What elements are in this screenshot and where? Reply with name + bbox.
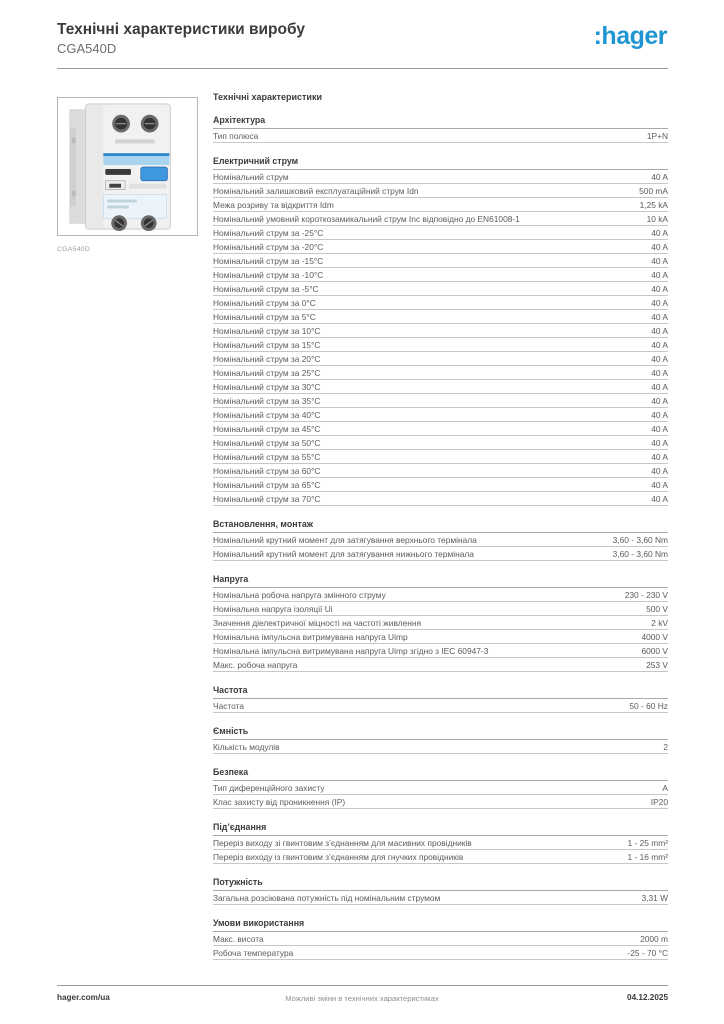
spec-label: Номінальний крутний момент для затягування верхнього термінала bbox=[213, 534, 477, 545]
spec-value: 40 A bbox=[651, 353, 668, 364]
spec-value: 2 kV bbox=[651, 617, 668, 628]
spec-row bbox=[213, 795, 668, 809]
spec-row bbox=[213, 254, 668, 268]
spec-row bbox=[213, 850, 668, 864]
footer-website: hager.com/ua bbox=[57, 993, 110, 1002]
spec-row bbox=[213, 644, 668, 658]
spec-row bbox=[213, 129, 668, 143]
spec-row bbox=[213, 408, 668, 422]
spec-label: Номінальний струм bbox=[213, 171, 289, 182]
spec-value: 40 A bbox=[651, 283, 668, 294]
spec-section bbox=[213, 822, 668, 864]
header-divider bbox=[57, 68, 668, 69]
spec-value: 500 V bbox=[646, 603, 668, 614]
spec-value: 1 - 16 mm² bbox=[627, 851, 668, 862]
spec-section bbox=[213, 156, 668, 506]
spec-value: 40 A bbox=[651, 269, 668, 280]
spec-label: Номінальний струм за 35°C bbox=[213, 395, 321, 406]
spec-row bbox=[213, 946, 668, 960]
spec-table-heading: Технічні характеристики bbox=[213, 92, 322, 102]
spec-value: 40 A bbox=[651, 381, 668, 392]
spec-value: 500 mA bbox=[639, 185, 668, 196]
spec-row bbox=[213, 836, 668, 850]
spec-row bbox=[213, 478, 668, 492]
spec-label: Номінальний струм за 70°C bbox=[213, 493, 321, 504]
spec-row bbox=[213, 184, 668, 198]
spec-row bbox=[213, 436, 668, 450]
spec-row bbox=[213, 547, 668, 561]
spec-label: Переріз виходу зі гвинтовим з’єднанням для масивних провідників bbox=[213, 837, 472, 848]
spec-value: 40 A bbox=[651, 325, 668, 336]
spec-section bbox=[213, 685, 668, 713]
section-title: Встановлення, монтаж bbox=[213, 519, 668, 533]
spec-row bbox=[213, 422, 668, 436]
spec-label: Загальна розсіювана потужність під номінальним струмом bbox=[213, 892, 441, 903]
spec-label: Межа розриву та відкриття Idm bbox=[213, 199, 334, 210]
spec-label: Номінальний крутний момент для затягування нижнього термінала bbox=[213, 548, 474, 559]
footer-date: 04.12.2025 bbox=[627, 993, 668, 1002]
spec-row bbox=[213, 226, 668, 240]
spec-value: 40 A bbox=[651, 255, 668, 266]
breaker-toggle bbox=[141, 167, 168, 181]
spec-table bbox=[213, 92, 668, 960]
spec-value: 40 A bbox=[651, 171, 668, 182]
spec-value: 40 A bbox=[651, 311, 668, 322]
spec-value: 1 - 25 mm² bbox=[627, 837, 668, 848]
spec-row bbox=[213, 492, 668, 506]
spec-section bbox=[213, 918, 668, 960]
spec-label: Частота bbox=[213, 700, 245, 711]
spec-label: Номінальний струм за 50°C bbox=[213, 437, 321, 448]
spec-row bbox=[213, 394, 668, 408]
spec-row bbox=[213, 324, 668, 338]
spec-label: Макс. робоча напруга bbox=[213, 659, 298, 670]
spec-label: Номінальний струм за -15°C bbox=[213, 255, 324, 266]
spec-label: Номінальний струм за -25°C bbox=[213, 227, 324, 238]
spec-label: Номінальний струм за 20°C bbox=[213, 353, 321, 364]
spec-label: Значення діелектричної міцності на частоті живлення bbox=[213, 617, 422, 628]
spec-value: 40 A bbox=[651, 409, 668, 420]
spec-value: 253 V bbox=[646, 659, 668, 670]
spec-label: Номінальний струм за 0°C bbox=[213, 297, 316, 308]
spec-label: Номінальна напруга ізоляції Ui bbox=[213, 603, 333, 614]
spec-label: Номінальний струм за 10°C bbox=[213, 325, 321, 336]
spec-value: 6000 V bbox=[641, 645, 668, 656]
spec-row bbox=[213, 282, 668, 296]
spec-row bbox=[213, 212, 668, 226]
spec-label: Переріз виходу із гвинтовим з’єднанням для гнучких провідників bbox=[213, 851, 464, 862]
spec-row bbox=[213, 616, 668, 630]
spec-value: -25 - 70 °C bbox=[627, 947, 668, 958]
spec-label: Номінальна імпульсна витримувана напруга Uimp bbox=[213, 631, 408, 642]
spec-value: 40 A bbox=[651, 339, 668, 350]
spec-section bbox=[213, 519, 668, 561]
spec-row bbox=[213, 170, 668, 184]
spec-label: Номінальний струм за 5°C bbox=[213, 311, 316, 322]
spec-value: A bbox=[662, 782, 668, 793]
spec-label: Номінальний струм за 45°C bbox=[213, 423, 321, 434]
spec-value: 2000 m bbox=[640, 933, 668, 944]
rcbo-product-image bbox=[58, 98, 197, 235]
spec-row bbox=[213, 338, 668, 352]
spec-value: 2 bbox=[663, 741, 668, 752]
spec-value: 40 A bbox=[651, 465, 668, 476]
spec-row bbox=[213, 533, 668, 547]
spec-label: Номінальний струм за 65°C bbox=[213, 479, 321, 490]
section-title: Архітектура bbox=[213, 115, 668, 129]
spec-label: Номінальний струм за 30°C bbox=[213, 381, 321, 392]
product-image-frame bbox=[57, 97, 198, 236]
spec-row bbox=[213, 630, 668, 644]
product-code: CGA540D bbox=[57, 41, 117, 56]
product-image-caption: CGA540D bbox=[57, 246, 91, 253]
section-title: Безпека bbox=[213, 767, 668, 781]
spec-label: Тип полюса bbox=[213, 130, 259, 141]
spec-value: 10 kA bbox=[646, 213, 668, 224]
spec-value: 40 A bbox=[651, 493, 668, 504]
spec-row bbox=[213, 268, 668, 282]
spec-section bbox=[213, 726, 668, 754]
spec-value: 3,60 - 3,60 Nm bbox=[612, 534, 668, 545]
spec-value: 40 A bbox=[651, 227, 668, 238]
spec-row bbox=[213, 380, 668, 394]
spec-row bbox=[213, 450, 668, 464]
spec-row bbox=[213, 602, 668, 616]
spec-row bbox=[213, 588, 668, 602]
section-title: Частота bbox=[213, 685, 668, 699]
spec-label: Робоча температура bbox=[213, 947, 294, 958]
spec-row bbox=[213, 296, 668, 310]
spec-value: 40 A bbox=[651, 479, 668, 490]
spec-value: 50 - 60 Hz bbox=[629, 700, 668, 711]
spec-value: 4000 V bbox=[641, 631, 668, 642]
spec-label: Номінальний струм за 40°C bbox=[213, 409, 321, 420]
spec-row bbox=[213, 352, 668, 366]
section-title: Електричний струм bbox=[213, 156, 668, 170]
spec-label: Клас захисту від проникнення (IP) bbox=[213, 796, 346, 807]
spec-row bbox=[213, 366, 668, 380]
spec-value: 40 A bbox=[651, 423, 668, 434]
section-title: Ємність bbox=[213, 726, 668, 740]
spec-value: 40 A bbox=[651, 297, 668, 308]
spec-value: 40 A bbox=[651, 437, 668, 448]
spec-value: 1P+N bbox=[646, 130, 668, 141]
spec-value: IP20 bbox=[650, 796, 668, 807]
spec-value: 40 A bbox=[651, 395, 668, 406]
spec-row bbox=[213, 198, 668, 212]
spec-row bbox=[213, 464, 668, 478]
spec-label: Номінальний струм за -20°C bbox=[213, 241, 324, 252]
spec-row bbox=[213, 310, 668, 324]
spec-value: 230 - 230 V bbox=[624, 589, 668, 600]
spec-label: Номінальний струм за 60°C bbox=[213, 465, 321, 476]
spec-row bbox=[213, 891, 668, 905]
hager-logo: :hager bbox=[593, 22, 667, 50]
spec-row bbox=[213, 781, 668, 795]
section-title: Напруга bbox=[213, 574, 668, 588]
spec-row bbox=[213, 658, 668, 672]
spec-value: 40 A bbox=[651, 367, 668, 378]
spec-row bbox=[213, 740, 668, 754]
spec-row bbox=[213, 932, 668, 946]
spec-section bbox=[213, 115, 668, 143]
spec-label: Номінальний струм за 55°C bbox=[213, 451, 321, 462]
spec-label: Номінальна імпульсна витримувана напруга Uimp згідно з IEC 60947-3 bbox=[213, 645, 489, 656]
spec-sections bbox=[213, 115, 668, 960]
page-title: Технічні характеристики виробу bbox=[57, 21, 305, 38]
spec-label: Тип диференційного захисту bbox=[213, 782, 325, 793]
spec-label: Номінальний струм за 15°C bbox=[213, 339, 321, 350]
spec-label: Кількість модулів bbox=[213, 741, 280, 752]
spec-row bbox=[213, 699, 668, 713]
spec-value: 3,60 - 3,60 Nm bbox=[612, 548, 668, 559]
spec-row bbox=[213, 240, 668, 254]
spec-section bbox=[213, 877, 668, 905]
spec-label: Номінальний струм за -10°C bbox=[213, 269, 324, 280]
spec-label: Номінальний умовний короткозамикальний струм Inc відповідно до EN61008-1 bbox=[213, 213, 520, 224]
footer-divider bbox=[57, 985, 668, 986]
spec-value: 3,31 W bbox=[641, 892, 668, 903]
spec-section bbox=[213, 767, 668, 809]
section-title: Під’єднання bbox=[213, 822, 668, 836]
spec-value: 1,25 kA bbox=[639, 199, 668, 210]
spec-label: Номінальний струм за 25°C bbox=[213, 367, 321, 378]
section-title: Потужність bbox=[213, 877, 668, 891]
section-title: Умови використання bbox=[213, 918, 668, 932]
spec-section bbox=[213, 574, 668, 672]
spec-value: 40 A bbox=[651, 451, 668, 462]
spec-value: 40 A bbox=[651, 241, 668, 252]
footer-disclaimer: Можливі зміни в технічних характеристиках bbox=[285, 994, 439, 1003]
spec-label: Номінальна робоча напруга змінного струму bbox=[213, 589, 386, 600]
spec-label: Номінальний струм за -5°C bbox=[213, 283, 319, 294]
spec-label: Макс. висота bbox=[213, 933, 264, 944]
spec-label: Номінальний залишковий експлуатаційний струм Idn bbox=[213, 185, 419, 196]
